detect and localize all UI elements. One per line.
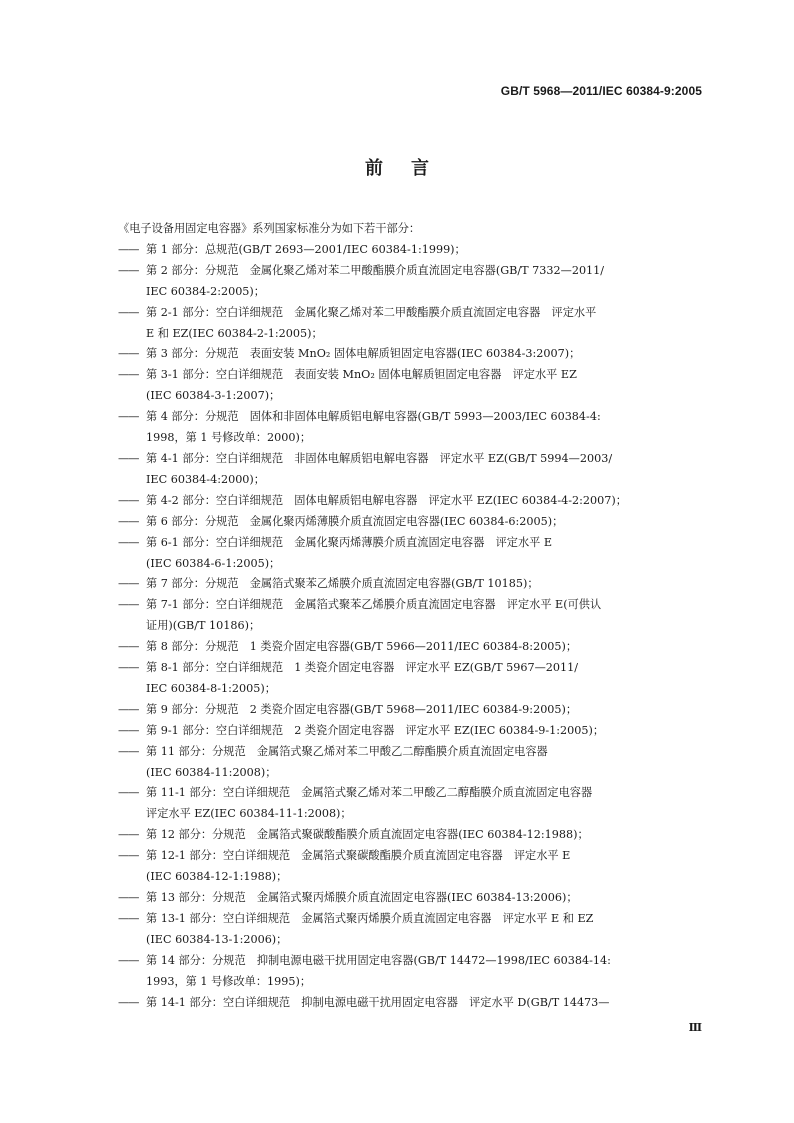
- list-item: [118, 825, 708, 846]
- em-dash-marker: ——: [118, 786, 139, 800]
- em-dash-marker: ——: [118, 849, 139, 863]
- list-item-line: [118, 365, 708, 386]
- list-item-text: 第 14 部分：分规范 抑制电源电磁干扰用固定电容器(GB/T 14472—1998/IEC 60384-14:: [146, 953, 611, 967]
- list-item-text: 第 4-1 部分：空白详细规范 非固体电解质铝电解电容器 评定水平 EZ(GB/T 5994—2003/: [146, 451, 613, 465]
- list-item-text: 第 11 部分：分规范 金属箔式聚乙烯对苯二甲酸乙二醇酯膜介质直流固定电容器: [146, 744, 548, 758]
- list-item-text: 第 7-1 部分：空白详细规范 金属箔式聚苯乙烯膜介质直流固定电容器 评定水平 E(可供认: [146, 598, 602, 612]
- list-item-continuation: [118, 554, 708, 575]
- list-item-text: 第 1 部分：总规范(GB/T 2693—2001/IEC 60384-1:1999)；: [146, 242, 466, 256]
- em-dash-marker: ——: [118, 263, 139, 277]
- em-dash-marker: ——: [118, 995, 139, 1009]
- list-item-line: [118, 512, 708, 533]
- list-item-line: [118, 825, 708, 846]
- list-item-text: IEC 60384-2:2005)；: [146, 284, 265, 298]
- list-item-line: [118, 888, 708, 909]
- list-item-text: 第 2 部分：分规范 金属化聚乙烯对苯二甲酸酯膜介质直流固定电容器(GB/T 7332—2011/: [146, 263, 605, 277]
- list-item-text: 第 4-2 部分：空白详细规范 固体电解质铝电解电容器 评定水平 EZ(IEC 60384-4-2:2007)；: [146, 493, 627, 507]
- list-item-text: 证用)(GB/T 10186)；: [146, 619, 261, 633]
- list-item: [118, 512, 708, 533]
- list-item-text: 第 8 部分：分规范 1 类瓷介固定电容器(GB/T 5966—2011/IEC 60384-8:2005)；: [146, 640, 578, 654]
- intro-paragraph: 《电子设备用固定电容器》系列国家标准分为如下若干部分：: [118, 222, 421, 235]
- list-item-text: (IEC 60384-12-1:1988)；: [146, 870, 288, 884]
- list-item-text: 第 2-1 部分：空白详细规范 金属化聚乙烯对苯二甲酸酯膜介质直流固定电容器 评定水平: [146, 305, 597, 319]
- list-item-line: [118, 449, 708, 470]
- list-item: [118, 344, 708, 365]
- em-dash-marker: ——: [118, 744, 139, 758]
- list-item-text: 第 9-1 部分：空白详细规范 2 类瓷介固定电容器 评定水平 EZ(IEC 60384-9-1:2005)；: [146, 723, 605, 737]
- list-item-text: (IEC 60384-11:2008)；: [146, 765, 277, 779]
- list-item: [118, 261, 708, 303]
- list-item-text: 评定水平 EZ(IEC 60384-11-1:2008)；: [146, 807, 352, 821]
- list-item: [118, 700, 708, 721]
- em-dash-marker: ——: [118, 891, 139, 904]
- list-item-line: [118, 637, 708, 658]
- list-item: [118, 993, 708, 1014]
- em-dash-marker: ——: [118, 347, 139, 361]
- list-item-line: [118, 595, 708, 616]
- em-dash-marker: ——: [118, 702, 139, 716]
- list-item-text: (IEC 60384-6-1:2005)；: [146, 556, 281, 570]
- list-item-continuation: [118, 282, 708, 303]
- foreword-body: [118, 219, 708, 1013]
- list-item: [118, 783, 708, 825]
- list-item-text: 第 6-1 部分：空白详细规范 金属化聚丙烯薄膜介质直流固定电容器 评定水平 E: [146, 535, 553, 549]
- list-item-continuation: [118, 386, 708, 407]
- list-item-text: IEC 60384-8-1:2005)；: [146, 681, 276, 695]
- list-item-text: 第 7 部分：分规范 金属箔式聚苯乙烯膜介质直流固定电容器(GB/T 10185)；: [146, 577, 539, 591]
- list-item-text: 第 4 部分：分规范 固体和非固体电解质铝电解电容器(GB/T 5993—2003/IEC 60384-4:: [146, 410, 601, 424]
- em-dash-marker: ——: [118, 598, 139, 612]
- list-item-text: 第 6 部分：分规范 金属化聚丙烯薄膜介质直流固定电容器(IEC 60384-6:2005)；: [146, 514, 564, 528]
- list-item: [118, 721, 708, 742]
- list-item-continuation: [118, 804, 708, 825]
- list-item: [118, 951, 708, 993]
- list-item-line: [118, 261, 708, 282]
- list-item-line: [118, 742, 708, 763]
- list-item-text: 第 12 部分：分规范 金属箔式聚碳酸酯膜介质直流固定电容器(IEC 60384-12:1988)；: [146, 828, 589, 842]
- list-item-continuation: [118, 972, 708, 993]
- list-item-text: 第 8-1 部分：空白详细规范 1 类瓷介固定电容器 评定水平 EZ(GB/T 5967—2011/: [146, 661, 579, 675]
- list-item: [118, 574, 708, 595]
- list-item: [118, 449, 708, 491]
- list-item-line: [118, 574, 708, 595]
- em-dash-marker: ——: [118, 828, 139, 842]
- list-item: [118, 303, 708, 345]
- em-dash-marker: ——: [118, 661, 139, 675]
- list-item: [118, 909, 708, 951]
- list-item: [118, 407, 708, 449]
- list-item-continuation: [118, 428, 708, 449]
- list-item-text: (IEC 60384-3-1:2007)；: [146, 389, 281, 403]
- list-item-text: 第 12-1 部分：空白详细规范 金属箔式聚碳酸酯膜介质直流固定电容器 评定水平 E: [146, 849, 571, 863]
- em-dash-marker: ——: [118, 493, 139, 507]
- em-dash-marker: ——: [118, 305, 139, 319]
- em-dash-marker: ——: [118, 242, 139, 256]
- list-item-continuation: [118, 867, 708, 888]
- list-item-text: E 和 EZ(IEC 60384-2-1:2005)；: [146, 326, 323, 340]
- list-item: [118, 846, 708, 888]
- list-item: [118, 533, 708, 575]
- list-item-line: [118, 658, 708, 679]
- list-item-text: 1998，第 1 号修改单：2000)；: [146, 431, 312, 445]
- list-item-line: [118, 951, 708, 972]
- list-item: [118, 742, 708, 784]
- list-item-line: [118, 240, 708, 261]
- list-item-text: 第 14-1 部分：空白详细规范 抑制电源电磁干扰用固定电容器 评定水平 D(GB/T 14473—: [146, 995, 610, 1009]
- list-item-continuation: [118, 930, 708, 951]
- list-item-line: [118, 783, 708, 804]
- em-dash-marker: ——: [118, 577, 139, 591]
- em-dash-marker: ——: [118, 368, 139, 382]
- em-dash-marker: ——: [118, 640, 139, 654]
- em-dash-marker: ——: [118, 723, 139, 737]
- list-item-line: [118, 303, 708, 324]
- list-item-line: [118, 846, 708, 867]
- list-item-continuation: [118, 763, 708, 784]
- page-title: 前言: [365, 158, 457, 179]
- list-item-continuation: [118, 324, 708, 345]
- list-item-text: 第 11-1 部分：空白详细规范 金属箔式聚乙烯对苯二甲酸乙二醇酯膜介质直流固定电容器: [146, 786, 593, 800]
- list-item-text: 第 3-1 部分：空白详细规范 表面安装 MnO₂ 固体电解质钽固定电容器 评定水平 EZ: [146, 368, 577, 382]
- list-item: [118, 658, 708, 700]
- list-item-line: [118, 344, 708, 365]
- standard-number: GB/T 5968—2011/IEC 60384-9:2005: [500, 84, 702, 98]
- parts-list: [118, 240, 708, 1014]
- list-item: [118, 637, 708, 658]
- list-item-continuation: [118, 679, 708, 700]
- list-item: [118, 888, 708, 909]
- em-dash-marker: ——: [118, 535, 139, 549]
- list-item-line: [118, 533, 708, 554]
- list-item-continuation: [118, 470, 708, 491]
- list-item-line: [118, 407, 708, 428]
- list-item-text: 第 13 部分：分规范 金属箔式聚丙烯膜介质直流固定电容器(IEC 60384-13:2006)；: [146, 891, 578, 904]
- list-item-text: 第 3 部分：分规范 表面安装 MnO₂ 固体电解质钽固定电容器(IEC 60384-3:2007)；: [146, 347, 581, 361]
- list-item: [118, 595, 708, 637]
- list-item-text: 第 9 部分：分规范 2 类瓷介固定电容器(GB/T 5968—2011/IEC 60384-9:2005)；: [146, 702, 578, 716]
- list-item-line: [118, 491, 708, 512]
- em-dash-marker: ——: [118, 410, 139, 424]
- list-item: [118, 365, 708, 407]
- list-item-text: IEC 60384-4:2000)；: [146, 472, 265, 486]
- list-item-text: (IEC 60384-13-1:2006)；: [146, 932, 288, 946]
- list-item-line: [118, 993, 708, 1014]
- page-number: Ⅲ: [688, 1021, 702, 1034]
- em-dash-marker: ——: [118, 953, 139, 967]
- list-item: [118, 491, 708, 512]
- em-dash-marker: ——: [118, 451, 139, 465]
- list-item: [118, 240, 708, 261]
- list-item-line: [118, 909, 708, 930]
- em-dash-marker: ——: [118, 911, 139, 925]
- list-item-text: 第 13-1 部分：空白详细规范 金属箔式聚丙烯膜介质直流固定电容器 评定水平 E 和 EZ: [146, 911, 594, 925]
- list-item-line: [118, 721, 708, 742]
- list-item-line: [118, 700, 708, 721]
- list-item-continuation: [118, 616, 708, 637]
- list-item-text: 1993，第 1 号修改单：1995)；: [146, 974, 312, 988]
- em-dash-marker: ——: [118, 514, 139, 528]
